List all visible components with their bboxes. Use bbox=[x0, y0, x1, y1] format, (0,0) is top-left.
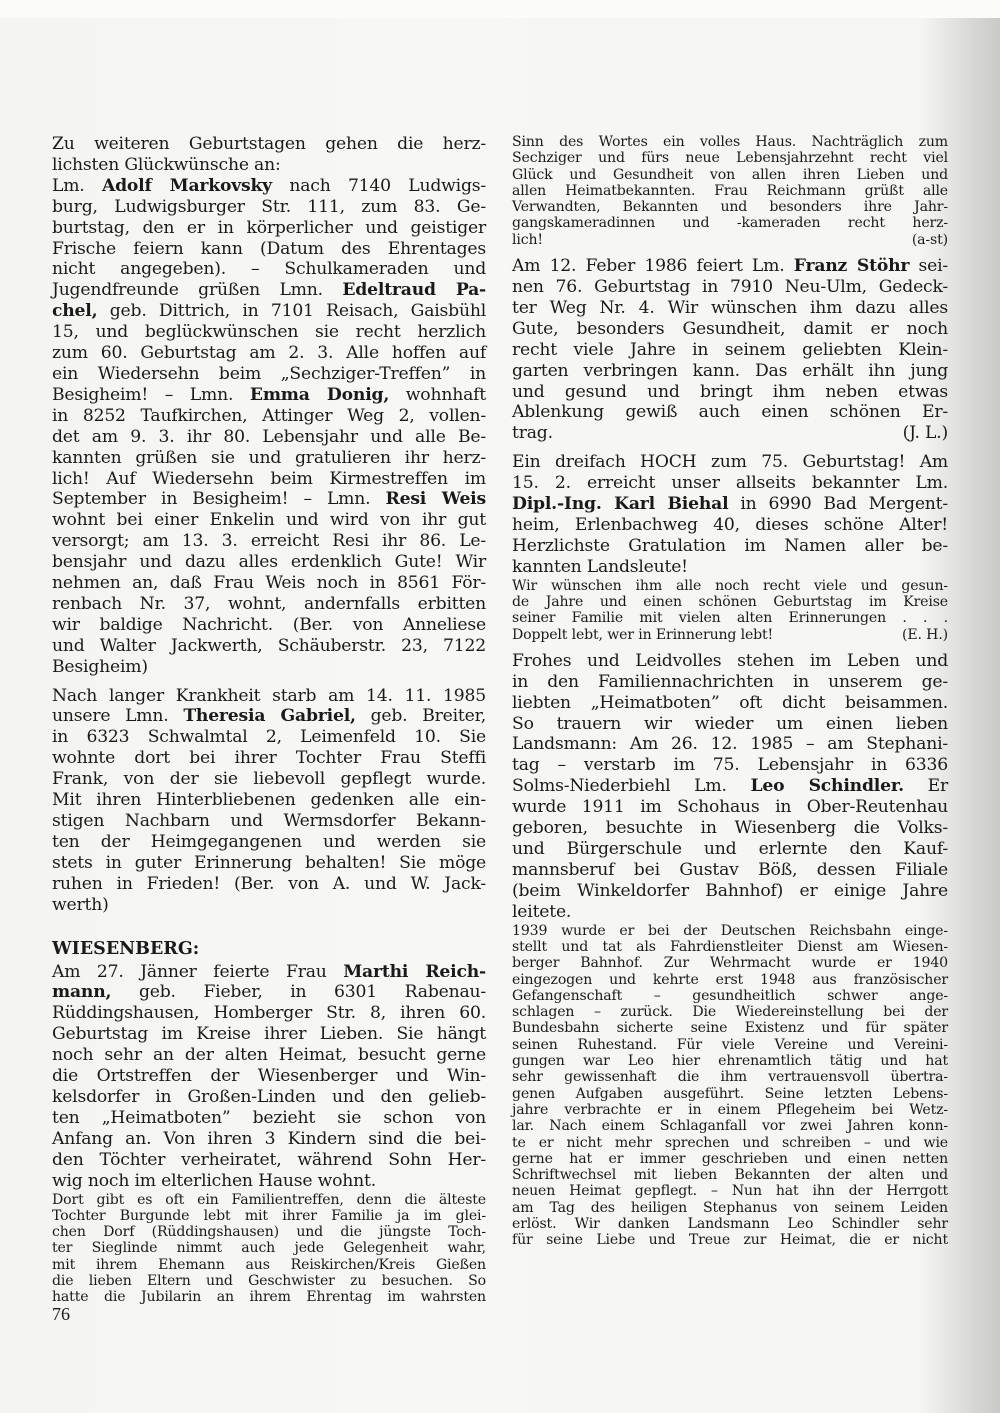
text-line: Wir wünschen ihm alle noch recht viele und gesun- bbox=[512, 577, 948, 594]
page-number: 76 bbox=[52, 1304, 70, 1324]
text-line: stellt und tat als Fahrdienstleiter Dienst am Wiesen- bbox=[512, 938, 948, 955]
text-line: und Bürgerschule und erlernte den Kauf- bbox=[512, 839, 948, 860]
text-line: ter Weg Nr. 4. Wir wünschen ihm dazu alles bbox=[512, 297, 948, 318]
text-line: mannsberuf bei Gustav Böß, dessen Filiale bbox=[512, 859, 948, 880]
bold-name: Marthi Reich- bbox=[343, 961, 486, 982]
text-line: liebten „Heimatboten” oft dicht beisammen. bbox=[512, 692, 948, 713]
text-line: Dipl.-Ing. Karl Biehal in 6990 Bad Mergent- bbox=[512, 494, 948, 515]
text-line: nehmen an, daß Frau Weis noch in 8561 För- bbox=[52, 573, 486, 594]
author-signature: (a-st) bbox=[911, 231, 948, 248]
text-line: Frohes und Leidvolles stehen im Leben und bbox=[512, 650, 948, 671]
text-line: Am 12. Feber 1986 feiert Lm. Franz Stöhr sei- bbox=[512, 256, 949, 277]
text-line: stigen Nachbarn und Wermsdorfer Bekann- bbox=[52, 811, 486, 831]
bold-name: Resi Weis bbox=[385, 489, 486, 510]
text-line: Geburtstag im Kreise ihrer Lieben. Sie hängt bbox=[52, 1024, 486, 1045]
text-line: eingezogen und kehrte erst 1948 aus französischer bbox=[512, 971, 948, 988]
text-line: Nach langer Krankheit starb am 14. 11. 1985 bbox=[52, 685, 486, 706]
text-line: seiner Familie mit vielen alten Erinnerungen . . . bbox=[512, 610, 948, 627]
text-line: ruhen in Frieden! (Ber. von A. und W. Jack- bbox=[52, 873, 486, 894]
text-line: det am 9. 3. ihr 80. Lebensjahr und alle Be- bbox=[52, 426, 486, 447]
bold-name: Dipl.-Ing. Karl Biehal bbox=[512, 494, 729, 515]
text-line: Am 27. Jänner feierte Frau Marthi Reich- bbox=[52, 961, 486, 982]
text-line: kannten Landsleute! bbox=[512, 556, 688, 577]
text-line: Sechziger und fürs neue Lebensjahrzehnt recht viel bbox=[512, 150, 948, 167]
text-line: lichsten Glückwünsche an: bbox=[52, 154, 281, 175]
text-line: Rüddingshausen, Homberger Str. 8, ihren 60. bbox=[52, 1003, 486, 1024]
document-page bbox=[0, 18, 1000, 1413]
text-line: 15, und beglückwünschen sie recht herzlich bbox=[52, 322, 486, 343]
paragraph-stoehr bbox=[512, 256, 948, 444]
text-line: tag – verstarb im 75. Lebensjahr in 6336 bbox=[512, 755, 948, 776]
text-line: mann, geb. Fieber, in 6301 Rabenau- bbox=[52, 982, 486, 1003]
signature-line bbox=[512, 423, 948, 444]
text-line: wig noch im elterlichen Hause wohnt. bbox=[52, 1170, 376, 1191]
text-line: te er nicht mehr sprechen und schreiben – und wie bbox=[512, 1134, 948, 1151]
text-line: gangskameradinnen und -kameraden recht herz- bbox=[512, 215, 948, 232]
text-line: versorgt; am 13. 3. erreicht Resi ihr 86. Le- bbox=[52, 531, 486, 552]
text-line: sehr gewissenhaft die ihm vertrauensvoll übertra- bbox=[512, 1069, 948, 1086]
text-line: genen Aufgaben ausgeführt. Seine letzten Lebens- bbox=[512, 1085, 948, 1102]
text-line: Frische feiern kann (Datum des Ehrentages bbox=[52, 238, 486, 259]
text-line: Herzlichste Gratulation im Namen aller be- bbox=[512, 535, 948, 556]
paragraph-obituary-gabriel bbox=[52, 686, 486, 916]
text-line: gungen war Leo hier ehrenamtlich tätig und hat bbox=[512, 1053, 948, 1070]
text-line: heim, Erlenbachweg 40, dieses schöne Alter! bbox=[512, 514, 948, 535]
text-line: für seine Liebe und Treue zur Heimat, die er nicht bbox=[512, 1232, 948, 1249]
text-line: neuen Heimat gepflegt. – Nun hat ihn der Herrgott bbox=[512, 1183, 948, 1200]
text-line: in 8252 Taufkirchen, Attinger Weg 2, vollen- bbox=[52, 405, 486, 426]
text-line: Gefangenschaft – gesundheitlich schwer ange- bbox=[512, 987, 948, 1004]
last-line-text: Doppelt lebt, wer in Erinnerung lebt! bbox=[512, 626, 774, 643]
text-line: zum 60. Geburtstag am 2. 3. Alle hoffen auf bbox=[52, 343, 486, 364]
text-line: leitete. bbox=[512, 901, 572, 922]
text-line: Schriftwechsel mit lieben Bekannten der alten und bbox=[512, 1167, 948, 1184]
paragraph-reichmann bbox=[52, 962, 486, 1192]
text-line: die Ortstreffen der Wiesenberger und Win- bbox=[52, 1066, 486, 1087]
text-line: den Töchter verheiratet, während Sohn Her- bbox=[52, 1149, 486, 1170]
text-line: in 6323 Schwalmtal 2, Leimenfeld 10. Sie bbox=[52, 727, 486, 748]
text-line: schlagen – zurück. Die Wiedereinstellung bei der bbox=[512, 1004, 948, 1021]
text-line: wohnte dort bei ihrer Tochter Frau Steffi bbox=[52, 748, 486, 769]
text-line: Jugendfreunde grüßen Lmn. Edeltraud Pa- bbox=[52, 280, 486, 301]
text-line: kannten grüßen sie und gratulieren ihr herz- bbox=[52, 447, 486, 468]
text-line: renbach Nr. 37, wohnt, andernfalls erbitten bbox=[52, 593, 486, 614]
text-line: ten „Heimatboten” bezieht sie schon von bbox=[52, 1107, 486, 1128]
bold-name: Adolf Markovsky bbox=[101, 175, 272, 196]
text-line: Sinn des Wortes ein volles Haus. Nachträglich zum bbox=[512, 134, 948, 150]
text-line: September in Besigheim! – Lmn. Resi Weis bbox=[52, 489, 486, 510]
text-line: allen Heimatbekannten. Frau Reichmann grüßt alle bbox=[512, 182, 948, 199]
text-line: chen Dorf (Rüddingshausen) und die jüngste Toch- bbox=[52, 1224, 486, 1241]
text-line: seinen Ruhestand. Für viele Vereine und Vereini- bbox=[512, 1036, 948, 1053]
paragraph-reichmann-family bbox=[52, 1192, 486, 1306]
text-line: burtstag, den er in körperlicher und geistiger bbox=[52, 217, 486, 238]
text-line: Besigheim) bbox=[52, 656, 148, 677]
paragraph-lines bbox=[512, 256, 948, 423]
text-line: ter Sieglinde nimmt auch jede Gelegenheit wahr, bbox=[52, 1240, 486, 1257]
text-line: in den Familiennachrichten in unserem ge- bbox=[512, 671, 948, 692]
text-line: kelsdorfer in Großen-Linden und den gelieb- bbox=[52, 1086, 486, 1107]
paragraph-biehal bbox=[512, 452, 948, 577]
text-line: am Tag des heiligen Stephanus von seinem Leiden bbox=[512, 1199, 948, 1216]
text-line: Lm. Adolf Markovsky nach 7140 Ludwigs- bbox=[52, 175, 487, 196]
text-line: Ein dreifach HOCH zum 75. Geburtstag! Am bbox=[512, 452, 948, 473]
text-line: Gute, besonders Gesundheit, damit er noch bbox=[512, 318, 948, 339]
author-signature: (E. H.) bbox=[902, 626, 948, 643]
bold-name: Edeltraud Pa- bbox=[342, 280, 486, 301]
text-line: ten der Heimgegangenen und werden sie bbox=[52, 831, 486, 852]
text-line: Frank, von der sie liebevoll gepflegt wurde. bbox=[52, 769, 486, 790]
paragraph-birthdays bbox=[52, 176, 486, 678]
text-line: chel, geb. Dittrich, in 7101 Reisach, Gaisbühl bbox=[52, 301, 486, 322]
text-line: die lieben Eltern und Geschwister zu besuchen. So bbox=[52, 1272, 486, 1289]
text-line: Bundesbahn sicherte seine Existenz und für später bbox=[512, 1020, 948, 1037]
text-line: So trauern wir wieder um einen lieben bbox=[512, 713, 948, 734]
text-line: und gesund und bringt ihm neben etwas bbox=[512, 381, 948, 402]
text-line: und Walter Jackwerth, Schäuberstr. 23, 7122 bbox=[52, 635, 486, 656]
text-line: wurde 1911 im Schohaus in Ober-Reutenhau bbox=[512, 797, 948, 818]
text-line: recht viele Jahre in seinem geliebten Klein- bbox=[512, 339, 948, 360]
text-line: nicht angegeben). – Schulkameraden und bbox=[52, 259, 486, 280]
text-line: Solms-Niederbiehl Lm. Leo Schindler. Er bbox=[512, 776, 948, 797]
text-line: wir baldige Nachricht. (Ber. von Anneliese bbox=[52, 614, 486, 635]
paragraph-reichmann-continued bbox=[512, 134, 948, 248]
author-signature: (J. L.) bbox=[902, 423, 948, 444]
text-line: lich! Auf Wiedersehn beim Kirmestreffen im bbox=[52, 468, 486, 489]
text-line: Mit ihren Hinterbliebenen gedenken alle ein- bbox=[52, 790, 486, 811]
text-line: bensjahr und dazu alles erdenklich Gute! Wir bbox=[52, 552, 486, 573]
bold-name: mann, bbox=[52, 982, 112, 1003]
paragraph-lines bbox=[512, 578, 948, 627]
bold-name: chel, bbox=[52, 301, 98, 322]
bold-name: Theresia Gabriel, bbox=[183, 706, 356, 727]
text-line: jahre verbrachte er in einem Pflegeheim bei Wetz- bbox=[512, 1101, 948, 1118]
text-line: gerne hat er immer geschrieben und einen netten bbox=[512, 1150, 948, 1167]
text-line: unsere Lmn. Theresia Gabriel, geb. Breiter, bbox=[52, 706, 486, 727]
text-line: Dort gibt es oft ein Familientreffen, denn die älteste bbox=[52, 1191, 486, 1208]
text-line: wohnt bei einer Enkelin und wird von ihr gut bbox=[52, 510, 486, 531]
bold-name: Emma Donig, bbox=[249, 384, 390, 405]
paragraph-schindler-biography bbox=[512, 923, 948, 1249]
text-line: stets in guter Erinnerung behalten! Sie möge bbox=[52, 852, 486, 873]
text-line: garten verbringen kann. Das erhält ihn jung bbox=[512, 360, 948, 381]
section-heading-wiesenberg: WIESENBERG: bbox=[52, 938, 200, 959]
text-line: Anfang an. Von ihren 3 Kindern sind die bei- bbox=[52, 1128, 486, 1149]
text-line: noch sehr an der alten Heimat, besucht gerne bbox=[52, 1045, 486, 1066]
text-line: berger Bahnhof. Zur Wehrmacht wurde er 1940 bbox=[512, 955, 948, 972]
text-line: nen 76. Geburtstag in 7910 Neu-Ulm, Gedeck- bbox=[512, 276, 948, 297]
bold-name: Franz Stöhr bbox=[793, 256, 910, 277]
signature-line bbox=[512, 232, 948, 248]
text-line: Zu weiteren Geburtstagen gehen die herz- bbox=[52, 134, 486, 154]
text-line: 15. 2. erreicht unser allseits bekannter Lm. bbox=[512, 473, 948, 494]
text-line: Landsmann: Am 26. 12. 1985 – am Stephani- bbox=[512, 734, 948, 755]
paragraph-lines bbox=[512, 134, 948, 232]
last-line-text: lich! bbox=[512, 231, 543, 248]
last-line-text: trag. bbox=[512, 423, 553, 444]
text-line: erlöst. Wir danken Landsmann Leo Schindler sehr bbox=[512, 1215, 948, 1232]
signature-line bbox=[512, 627, 948, 643]
text-line: burg, Ludwigsburger Str. 111, zum 83. Ge- bbox=[52, 196, 486, 217]
paragraph-biehal-wishes bbox=[512, 578, 948, 643]
text-line: werth) bbox=[52, 894, 109, 915]
paragraph-obituary-schindler bbox=[512, 651, 948, 923]
right-column bbox=[512, 134, 948, 1257]
text-line: (beim Winkeldorfer Bahnhof) er einige Jahre bbox=[512, 880, 948, 901]
text-line: geboren, besuchte in Wiesenberg die Volks- bbox=[512, 818, 948, 839]
text-line: Ablenkung gewiß auch einen schönen Er- bbox=[512, 402, 948, 423]
text-line: lar. Nach einem Schlaganfall vor zwei Jahren konn- bbox=[512, 1118, 948, 1135]
left-column bbox=[52, 134, 486, 1314]
text-line: hatte die Jubilarin an ihrem Ehrentag im wahrsten bbox=[52, 1289, 486, 1306]
text-line: Besigheim! – Lmn. Emma Donig, wohnhaft bbox=[52, 384, 486, 405]
text-line: 1939 wurde er bei der Deutschen Reichsbahn einge- bbox=[512, 922, 948, 939]
text-line: Tochter Burgunde lebt mit ihrer Familie ja im glei- bbox=[52, 1207, 486, 1224]
text-line: Verwandten, Bekannten und besonders ihre Jahr- bbox=[512, 199, 948, 216]
text-line: mit ihrem Ehemann aus Reiskirchen/Kreis Gießen bbox=[52, 1256, 486, 1273]
text-line: ein Wiedersehn beim „Sechziger-Treffen” in bbox=[52, 363, 486, 384]
paragraph-intro bbox=[52, 134, 486, 176]
bold-name: Leo Schindler. bbox=[750, 776, 904, 797]
text-line: Glück und Gesundheit von allen ihren Lieben und bbox=[512, 166, 948, 183]
text-line: de Jahre und einen schönen Geburtstag im Kreise bbox=[512, 593, 948, 610]
